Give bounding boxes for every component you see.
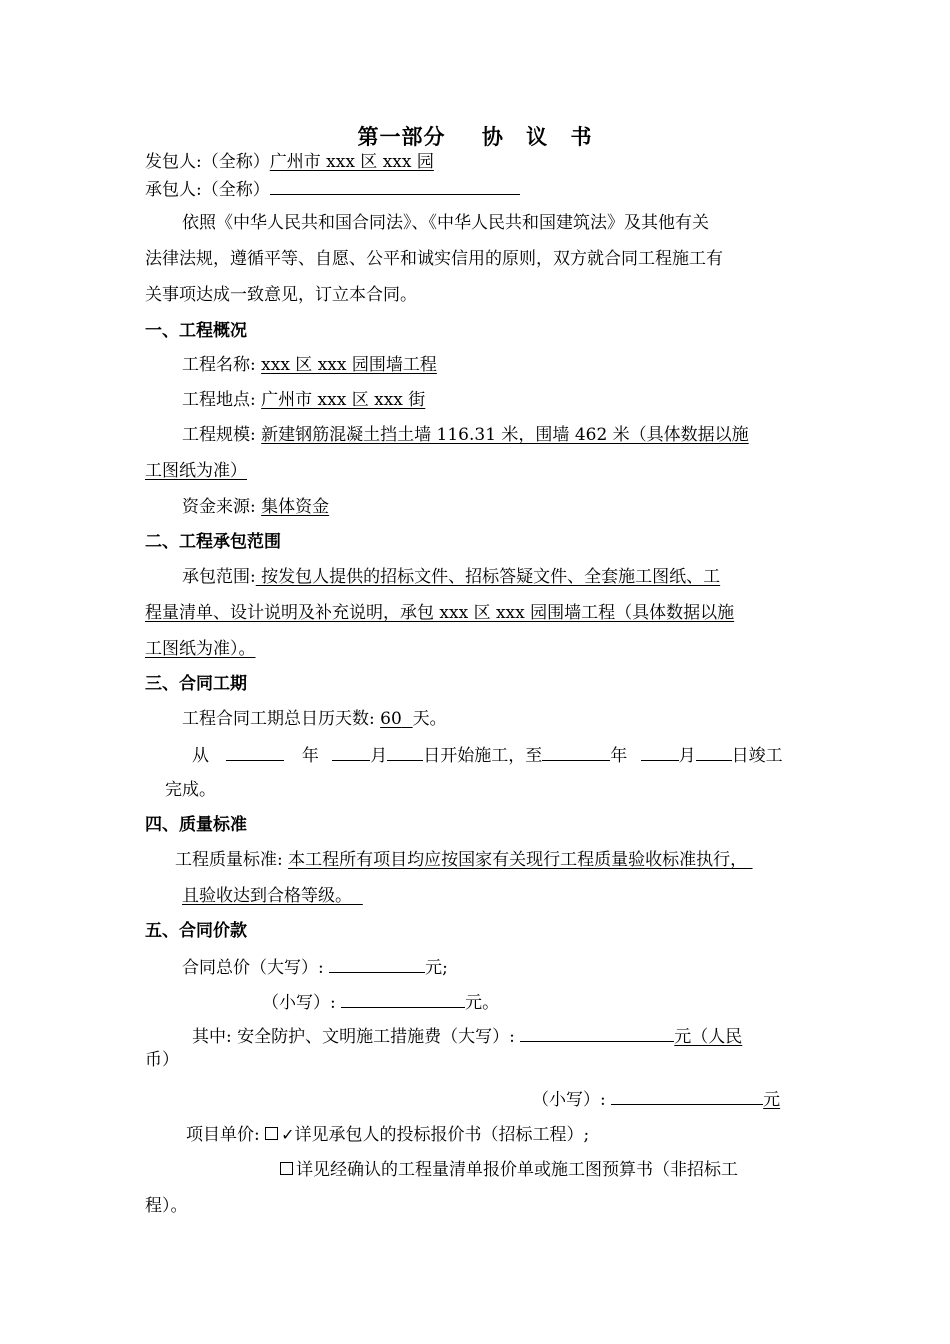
start-month-label: 月 bbox=[370, 746, 388, 766]
quality-label: 工程质量标准: bbox=[175, 850, 283, 870]
end-month-blank bbox=[641, 743, 679, 761]
quality-line-2 bbox=[182, 885, 363, 907]
employer-value: 广州市 xxx 区 xxx 园 bbox=[269, 152, 434, 172]
duration-label: 工程合同工期总日历天数: bbox=[182, 709, 375, 729]
project-scale-line-2 bbox=[145, 460, 247, 482]
start-month-blank bbox=[332, 743, 370, 761]
scope-value-3: 工图纸为准）。 bbox=[145, 639, 256, 659]
title-char-2: 议 bbox=[526, 124, 549, 149]
quality-line-1 bbox=[175, 849, 753, 871]
quality-value-2: 且验收达到合格等级。 bbox=[182, 886, 352, 906]
intro-line-3: 关事项达成一致意见，订立本合同。 bbox=[145, 285, 417, 305]
total-price-label: 合同总价（大写）: bbox=[182, 958, 324, 978]
project-scale-value-1: 新建钢筋混凝土挡土墙 116.31 米，围墙 462 米（具体数据以施 bbox=[261, 425, 749, 445]
total-price-unit: 元; bbox=[425, 958, 448, 978]
end-year-label: 年 bbox=[610, 746, 628, 766]
intro-line-1: 依照《中华人民共和国合同法》、《中华人民共和国建筑法》及其他有关 bbox=[182, 213, 709, 233]
scope-line-3 bbox=[145, 638, 256, 660]
section-3-heading: 三、合同工期 bbox=[145, 674, 247, 694]
end-year-blank bbox=[542, 743, 610, 761]
schedule-line bbox=[192, 743, 783, 767]
section-4-heading: 四、质量标准 bbox=[145, 815, 247, 835]
start-year-label: 年 bbox=[301, 746, 319, 766]
scope-line-1 bbox=[182, 566, 720, 588]
safety-fee-unit-2: 币） bbox=[145, 1050, 179, 1070]
fund-source-line bbox=[182, 496, 329, 518]
total-price-small-unit: 元。 bbox=[465, 993, 500, 1013]
start-day-label: 日开始施工，至 bbox=[423, 746, 543, 766]
end-day-blank bbox=[696, 743, 732, 761]
option-1-checkbox[interactable] bbox=[265, 1127, 278, 1140]
total-price-small-label: （小写）: bbox=[262, 993, 336, 1013]
scope-value-1: 按发包人提供的招标文件、招标答疑文件、全套施工图纸、工 bbox=[255, 567, 721, 587]
section-1-heading: 一、工程概况 bbox=[145, 321, 247, 341]
quality-value-1: 本工程所有项目均应按国家有关现行工程质量验收标准执行， bbox=[288, 850, 748, 870]
section-2-heading: 二、工程承包范围 bbox=[145, 532, 281, 552]
check-icon: ✓ bbox=[281, 1125, 295, 1144]
title-char-3: 书 bbox=[570, 124, 593, 149]
project-name-line bbox=[182, 354, 437, 376]
unit-price-label: 项目单价: bbox=[186, 1125, 260, 1145]
employer-label: 发包人:（全称） bbox=[145, 152, 270, 172]
project-site-value: 广州市 xxx 区 xxx 街 bbox=[261, 390, 426, 410]
option-2-label: 详见经确认的工程量清单报价单或施工图预算书（非招标工 bbox=[296, 1160, 738, 1180]
scope-label: 承包范围: bbox=[182, 567, 256, 587]
safety-fee-small-line bbox=[532, 1087, 780, 1111]
start-day-blank bbox=[387, 743, 423, 761]
employer-line bbox=[145, 151, 434, 173]
safety-fee-small-blank bbox=[611, 1087, 763, 1105]
section-5-heading: 五、合同价款 bbox=[145, 921, 247, 941]
option-2-checkbox[interactable] bbox=[280, 1162, 293, 1175]
title-char-1: 协 bbox=[481, 124, 504, 149]
intro-line-2: 法律法规，遵循平等、自愿、公平和诚实信用的原则，双方就合同工程施工有 bbox=[145, 249, 723, 269]
project-scale-label: 工程规模: bbox=[182, 425, 256, 445]
end-month-label: 月 bbox=[678, 746, 696, 766]
end-day-label: 日竣工 bbox=[731, 746, 783, 766]
fund-source-label: 资金来源: bbox=[182, 497, 256, 517]
duration-unit: 天。 bbox=[412, 709, 447, 729]
total-price-small-blank bbox=[341, 990, 465, 1008]
schedule-done: 完成。 bbox=[165, 780, 216, 800]
safety-fee-line bbox=[192, 1024, 742, 1048]
duration-line bbox=[182, 708, 447, 730]
unit-price-line bbox=[186, 1124, 589, 1146]
project-scale-value-2: 工图纸为准） bbox=[145, 461, 247, 481]
start-year-blank bbox=[226, 743, 284, 761]
option-1-label: 详见承包人的投标报价书（招标工程）; bbox=[294, 1125, 590, 1145]
safety-fee-small-unit: 元 bbox=[763, 1090, 781, 1110]
document-title bbox=[0, 126, 950, 148]
duration-value: 60 bbox=[380, 709, 402, 729]
total-price-line bbox=[182, 955, 448, 979]
project-scale-line bbox=[182, 424, 749, 446]
contractor-blank bbox=[270, 177, 520, 195]
scope-line-2 bbox=[145, 602, 734, 624]
project-site-label: 工程地点: bbox=[182, 390, 256, 410]
option-2-label-end: 程）。 bbox=[145, 1196, 188, 1216]
project-site-line bbox=[182, 389, 425, 411]
project-name-label: 工程名称: bbox=[182, 355, 256, 375]
safety-fee-small-label: （小写）: bbox=[532, 1090, 606, 1110]
safety-fee-label: 其中: 安全防护、文明施工措施费（大写）: bbox=[192, 1027, 515, 1047]
total-price-blank bbox=[329, 955, 425, 973]
contractor-label: 承包人:（全称） bbox=[145, 180, 270, 200]
contractor-line bbox=[145, 177, 520, 201]
fund-source-value: 集体资金 bbox=[261, 497, 330, 517]
title-part: 第一部分 bbox=[357, 124, 446, 149]
total-price-small-line bbox=[262, 990, 499, 1014]
safety-fee-unit: 元（人民 bbox=[674, 1027, 743, 1047]
safety-fee-blank bbox=[520, 1024, 674, 1042]
option-2-line bbox=[280, 1159, 738, 1181]
scope-value-2: 程量清单、设计说明及补充说明，承包 xxx 区 xxx 园围墙工程（具体数据以施 bbox=[145, 603, 735, 623]
project-name-value: xxx 区 xxx 园围墙工程 bbox=[261, 355, 437, 375]
from-label: 从 bbox=[192, 746, 209, 766]
